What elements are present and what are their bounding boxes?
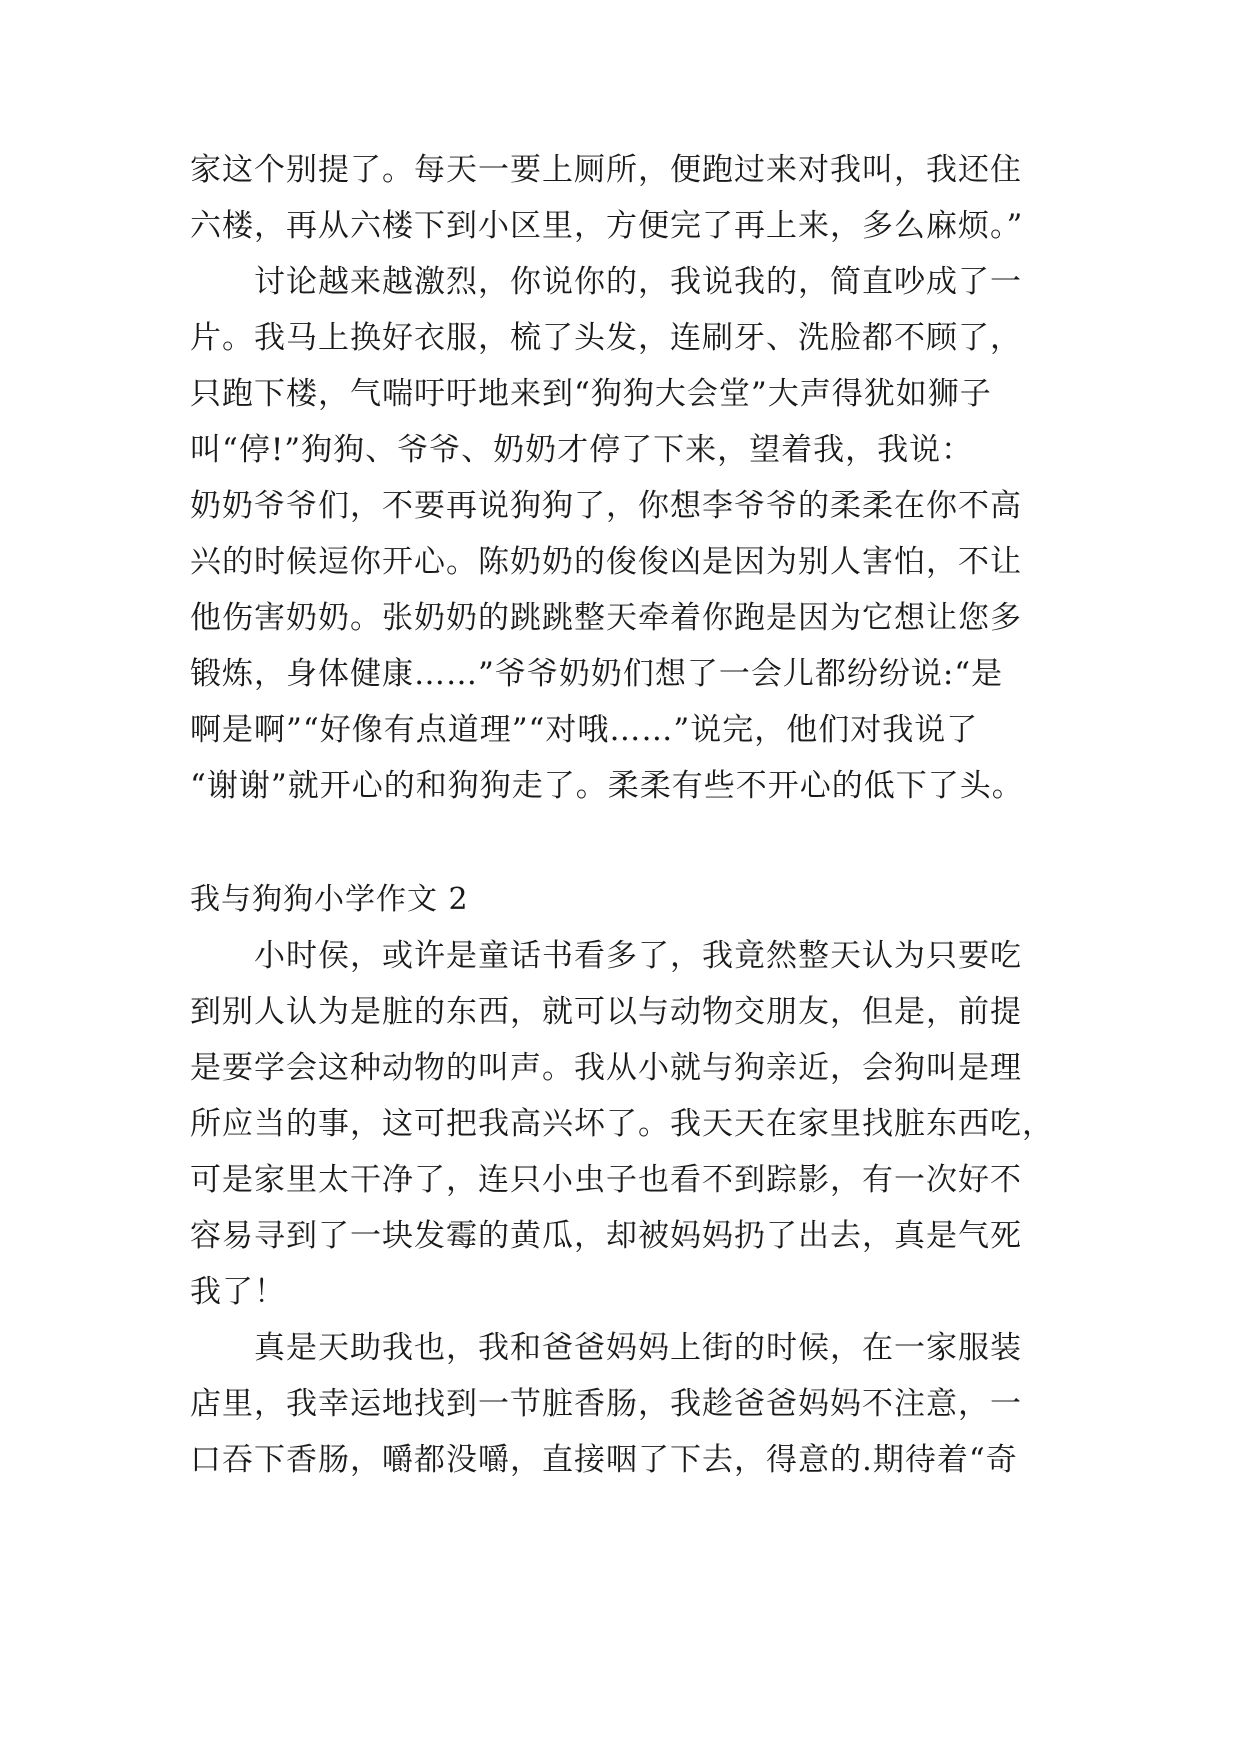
text-line: 只跑下楼，气喘吁吁地来到“狗狗大会堂”大声得犹如狮子 <box>190 376 992 412</box>
paragraph-start-line: 真是天助我也，我和爸爸妈妈上街的时候，在一家服装 <box>254 1330 1022 1366</box>
text-line: 可是家里太干净了，连只小虫子也看不到踪影，有一次好不 <box>190 1162 1022 1198</box>
text-line: 六楼，再从六楼下到小区里，方便完了再上来，多么麻烦。” <box>190 208 1024 244</box>
text-line: 我了！ <box>190 1274 286 1310</box>
paragraph-start-line: 小时侯，或许是童话书看多了，我竟然整天认为只要吃 <box>254 938 1022 974</box>
text-line: 片。我马上换好衣服，梳了头发，连刷牙、洗脸都不顾了， <box>190 320 1022 356</box>
text-line: 是要学会这种动物的叫声。我从小就与狗亲近，会狗叫是理 <box>190 1050 1022 1086</box>
text-line: 到别人认为是脏的东西，就可以与动物交朋友，但是，前提 <box>190 994 1022 1030</box>
text-line: 他伤害奶奶。张奶奶的跳跳整天牵着你跑是因为它想让您多 <box>190 600 1022 636</box>
paragraph-start-line: 讨论越来越激烈，你说你的，我说我的，简直吵成了一 <box>254 264 1022 300</box>
text-line: 口吞下香肠，嚼都没嚼，直接咽了下去，得意的.期待着“奇 <box>190 1442 1018 1478</box>
text-line: 奶奶爷爷们，不要再说狗狗了，你想李爷爷的柔柔在你不高 <box>190 488 1022 524</box>
text-line: 兴的时候逗你开心。陈奶奶的俊俊凶是因为别人害怕，不让 <box>190 544 1022 580</box>
text-line: 叫“停!”狗狗、爷爷、奶奶才停了下来，望着我，我说： <box>190 432 974 468</box>
text-line: 家这个别提了。每天一要上厕所，便跑过来对我叫，我还住 <box>190 152 1022 188</box>
text-line: 容易寻到了一块发霉的黄瓜，却被妈妈扔了出去，真是气死 <box>190 1218 1022 1254</box>
text-line: “谢谢”就开心的和狗狗走了。柔柔有些不开心的低下了头。 <box>190 768 1024 804</box>
text-line: 店里，我幸运地找到一节脏香肠，我趁爸爸妈妈不注意，一 <box>190 1386 1022 1422</box>
section-title: 我与狗狗小学作文 2 <box>190 882 469 917</box>
text-line: 锻炼，身体健康……”爷爷奶奶们想了一会儿都纷纷说:“是 <box>190 656 1004 692</box>
text-line: 啊是啊”“好像有点道理”“对哦……”说完，他们对我说了 <box>190 712 979 748</box>
text-line: 所应当的事，这可把我高兴坏了。我天天在家里找脏东西吃， <box>190 1106 1054 1142</box>
